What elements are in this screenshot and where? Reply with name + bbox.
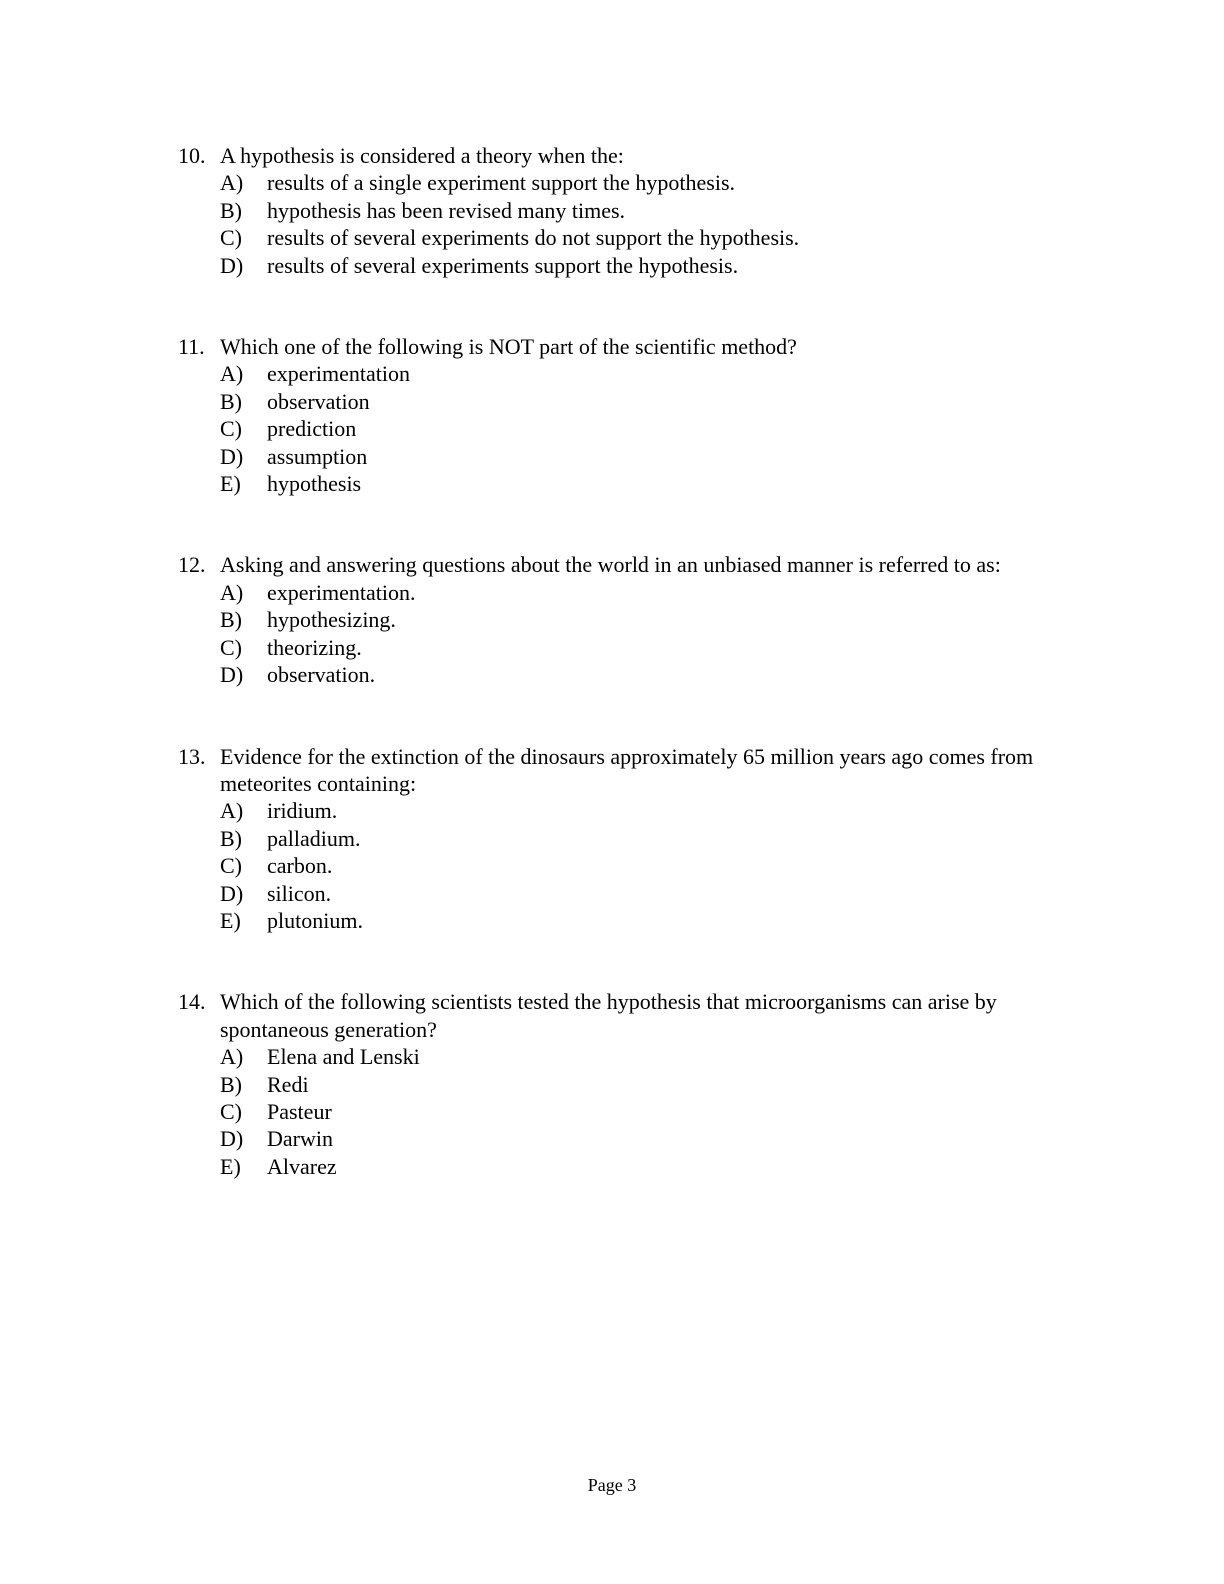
option-text: palladium. [267,825,361,851]
answer-option [220,606,1078,633]
question-number: 13. [178,743,206,769]
option-text: theorizing. [267,634,362,660]
option-text: experimentation. [267,579,416,605]
option-text: results of a single experiment support the hypothesis. [267,170,736,196]
option-letter: C) [220,416,242,442]
answer-option [220,1071,1078,1098]
option-text: iridium. [267,798,338,824]
option-text: Darwin [267,1126,333,1152]
answer-option [220,880,1078,907]
option-letter: B) [220,825,242,851]
question-number: 12. [178,552,206,578]
answer-option [220,1153,1078,1180]
option-letter: A) [220,170,244,196]
page-number: Page 3 [587,1475,637,1495]
option-letter: B) [220,197,242,223]
question-list [178,142,1078,1180]
option-letter: C) [220,634,242,660]
option-text: Pasteur [267,1098,332,1124]
option-text: silicon. [267,880,332,906]
answer-option [220,224,1078,251]
answer-option [220,470,1078,497]
answer-option [220,852,1078,879]
option-text: carbon. [267,853,333,879]
option-text: observation. [267,662,376,688]
option-letter: A) [220,1044,244,1070]
answer-option [220,443,1078,470]
question-number: 14. [178,989,206,1015]
option-text: prediction [267,416,357,442]
answer-option [220,797,1078,824]
option-text: hypothesizing. [267,607,396,633]
option-text: experimentation [267,361,410,387]
option-text: results of several experiments do not support the hypothesis. [267,225,800,251]
question-text: Asking and answering questions about the world in an unbiased manner is referred to as: [220,552,1001,578]
question-stem [178,333,1078,360]
answer-options [178,169,1078,279]
option-text: Alvarez [267,1153,337,1179]
option-letter: D) [220,252,244,278]
option-letter: C) [220,853,242,879]
option-letter: E) [220,1153,241,1179]
question-10 [178,142,1078,279]
answer-option [220,825,1078,852]
option-letter: B) [220,1071,242,1097]
question-text: A hypothesis is considered a theory when the: [220,143,624,168]
option-letter: D) [220,443,244,469]
question-12 [178,551,1078,688]
option-letter: D) [220,662,244,688]
question-stem [178,988,1078,1043]
option-letter: B) [220,607,242,633]
option-letter: A) [220,579,244,605]
answer-option [220,579,1078,606]
option-text: observation [267,388,370,414]
answer-option [220,360,1078,387]
answer-option [220,1043,1078,1070]
option-text: hypothesis has been revised many times. [267,197,626,223]
option-text: Redi [267,1071,309,1097]
option-text: hypothesis [267,471,362,497]
option-text: Elena and Lenski [267,1044,420,1070]
answer-options [178,1043,1078,1180]
answer-option [220,1125,1078,1152]
answer-option [220,388,1078,415]
answer-option [220,252,1078,279]
option-letter: A) [220,798,244,824]
question-number: 10. [178,143,206,168]
question-text: Evidence for the extinction of the dinosaurs approximately 65 million years ago comes from meteorites containing: [220,743,1034,796]
option-letter: E) [220,907,241,933]
answer-option [220,907,1078,934]
answer-option [220,661,1078,688]
question-14 [178,988,1078,1180]
option-letter: C) [220,225,242,251]
answer-options [178,579,1078,689]
option-letter: E) [220,471,241,497]
answer-option [220,197,1078,224]
option-text: plutonium. [267,907,363,933]
answer-option [220,634,1078,661]
question-stem [178,743,1078,798]
option-letter: B) [220,388,242,414]
option-text: results of several experiments support the hypothesis. [267,252,739,278]
question-stem [178,551,1078,578]
option-text: assumption [267,443,368,469]
question-text: Which of the following scientists tested the hypothesis that microorganisms can arise by spontaneous generation? [220,989,997,1042]
answer-option [220,1098,1078,1125]
question-stem [178,142,1078,169]
answer-option [220,415,1078,442]
answer-option [220,169,1078,196]
option-letter: C) [220,1098,242,1124]
question-text: Which one of the following is NOT part of the scientific method? [220,334,797,360]
question-13 [178,743,1078,935]
answer-options [178,360,1078,497]
answer-options [178,797,1078,934]
question-11 [178,333,1078,497]
question-number: 11. [178,334,205,360]
option-letter: A) [220,361,244,387]
option-letter: D) [220,1126,244,1152]
option-letter: D) [220,880,244,906]
